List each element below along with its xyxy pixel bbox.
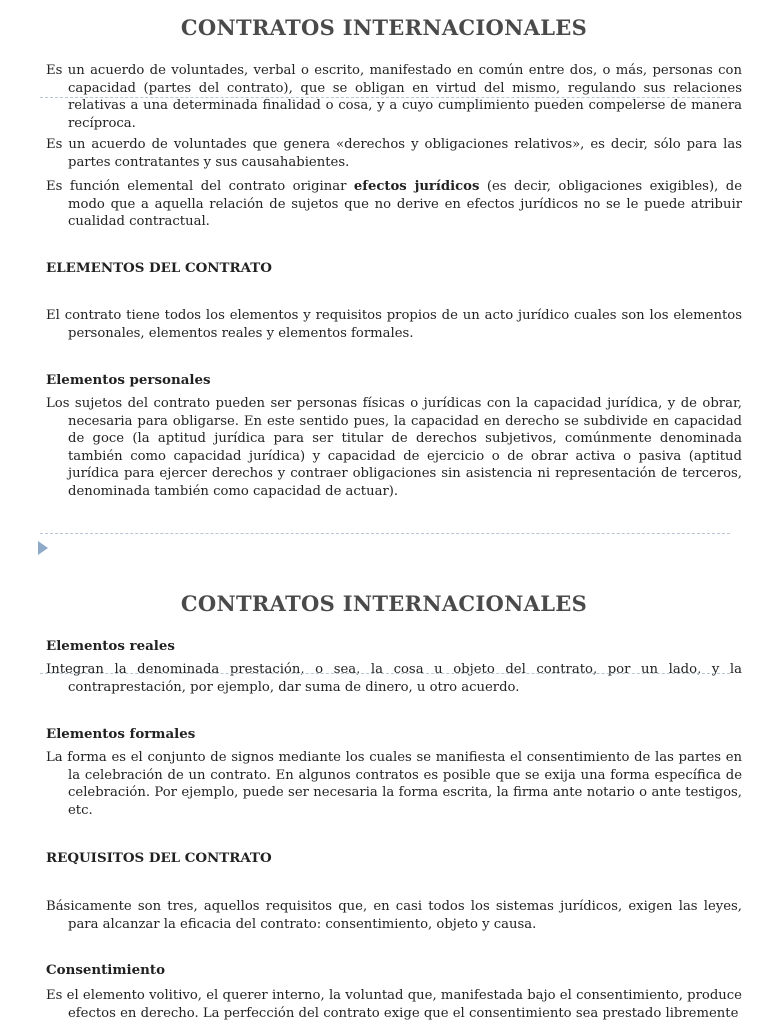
heading-consentimiento: Consentimiento	[46, 962, 166, 978]
paragraph-requisitos: Básicamente son tres, aquellos requisitos que, en casi todos los sistemas jurídicos, exigen las leyes, para alcanzar la eficacia del contrato: consentimiento, objeto y causa.	[46, 899, 742, 932]
paragraph-personales: Los sujetos del contrato pueden ser personas físicas o jurídicas con la capacidad jurídica, y de obrar, necesaria para obligarse. En este sentido pues, la capacidad en derecho se subdivide en capacidad de goce (la aptitud jurídica para ser titular de derechos subjetivos, comúnmente denominada también como capacidad jurídica) y capacidad de ejercicio o de obrar activa o pasiva (aptitud jurídica para ejercer derechos y contraer obligaciones sin asistencia ni representación de terceros, denominada también como capacidad de actuar).	[46, 396, 742, 499]
page-title: CONTRATOS INTERNACIONALES	[180, 591, 588, 616]
heading-elementos-del-contrato: ELEMENTOS DEL CONTRATO	[46, 260, 272, 276]
paragraph-reales: Integran la denominada prestación, o sea, la cosa u objeto del contrato, por un lado, y la contraprestación, por ejemplo, dar suma de dinero, u otro acuerdo.	[46, 662, 742, 695]
text-boundary-line	[40, 673, 730, 674]
heading-elementos-personales: Elementos personales	[46, 372, 211, 388]
paragraph-derechos: Es un acuerdo de voluntades que genera «derechos y obligaciones relativos», es decir, sólo para las partes contratantes y sus causahabientes.	[46, 137, 742, 170]
page-separator	[40, 533, 730, 534]
page-break-arrow-icon[interactable]	[38, 541, 48, 555]
paragraph-elementos: El contrato tiene todos los elementos y requisitos propios de un acto jurídico cuales son los elementos personales, elementos reales y elementos formales.	[46, 308, 742, 341]
page-title: CONTRATOS INTERNACIONALES	[180, 15, 588, 40]
text-boundary-line	[40, 97, 730, 98]
paragraph-efectos: Es función elemental del contrato originar efectos jurídicos (es decir, obligaciones exigibles), de modo que a aquella relación de sujetos que no derive en efectos jurídicos no se le puede atribuir cualidad contractual.	[46, 179, 743, 230]
paragraph-consentimiento: Es el elemento volitivo, el querer interno, la voluntad que, manifestada bajo el consentimiento, produce efectos en derecho. La perfección del contrato exige que el consentimiento sea prestado libremente	[46, 988, 742, 1021]
heading-requisitos-del-contrato: REQUISITOS DEL CONTRATO	[46, 850, 272, 866]
paragraph-definition: Es un acuerdo de voluntades, verbal o escrito, manifestado en común entre dos, o más, personas con capacidad (partes del contrato), que se obligan en virtud del mismo, regulando sus relaciones relativas a una determinada finalidad o cosa, y a cuyo cumplimiento pueden compelerse de manera recíproca.	[46, 63, 742, 131]
page-2	[0, 560, 768, 1024]
paragraph-formales: La forma es el conjunto de signos mediante los cuales se manifiesta el consentimiento de las partes en la celebración de un contrato. En algunos contratos es posible que se exija una forma específica de celebración. Por ejemplo, puede ser necesaria la forma escrita, la firma ante notario o ante testigos, etc.	[46, 750, 742, 818]
heading-elementos-reales: Elementos reales	[46, 638, 175, 654]
bold-efectos-juridicos: efectos jurídicos	[353, 179, 480, 194]
heading-elementos-formales: Elementos formales	[46, 726, 196, 742]
